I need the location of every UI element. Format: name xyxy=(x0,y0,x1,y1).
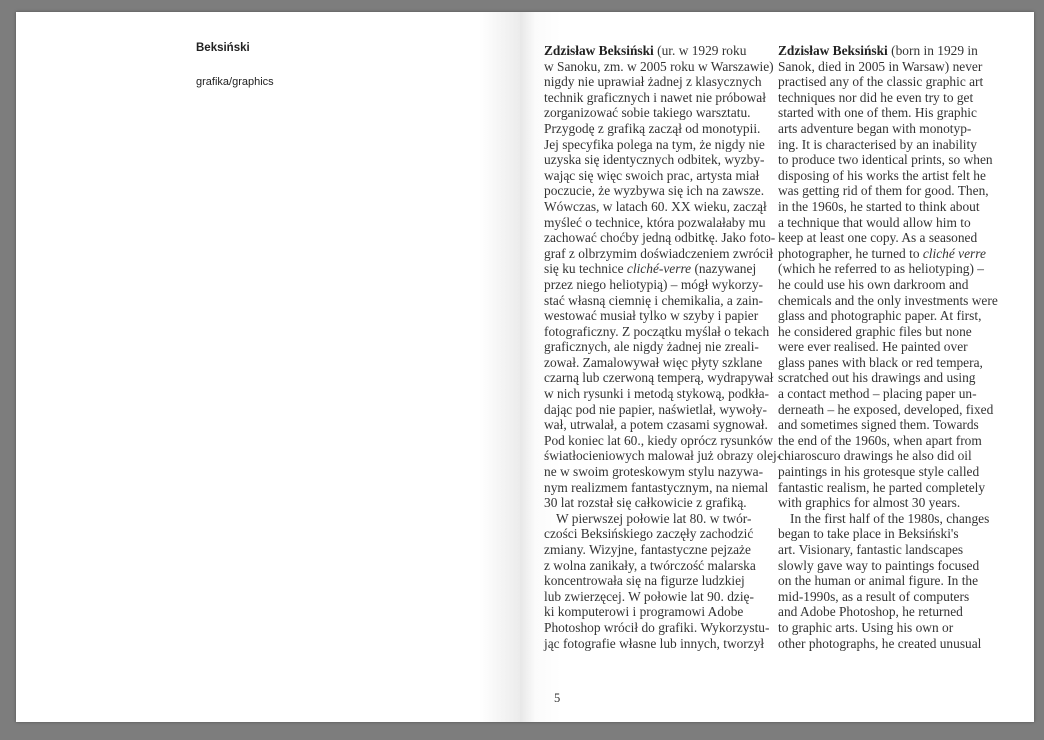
text-line xyxy=(544,604,772,620)
italic-term: cliché-verre xyxy=(626,261,692,277)
text-run: koncentrowała się na figurze ludzkiej xyxy=(544,573,745,589)
text-line xyxy=(778,183,1010,199)
text-run: Przygodę z grafiką zaczął od monotypii. xyxy=(544,120,761,136)
text-line xyxy=(778,558,1010,574)
text-line xyxy=(544,417,772,433)
text-line xyxy=(778,277,1010,293)
text-line xyxy=(778,199,1010,215)
text-run: Photoshop wrócił do grafiki. Wykorzystu- xyxy=(544,619,770,635)
text-line xyxy=(778,215,1010,231)
text-run: 30 lat rozstał się całkowicie z grafiką. xyxy=(544,495,747,511)
text-line xyxy=(778,511,1010,527)
text-line xyxy=(544,168,772,184)
text-line xyxy=(778,293,1010,309)
text-line xyxy=(544,43,772,59)
text-line xyxy=(544,402,772,418)
text-line xyxy=(544,137,772,153)
text-run: disposing of his works the artist felt he xyxy=(778,167,986,183)
italic-term: cliché verre xyxy=(922,245,986,261)
text-line xyxy=(778,604,1010,620)
text-run: paintings in his grotesque style called xyxy=(778,464,980,480)
text-run: mid-1990s, as a result of computers xyxy=(778,588,970,604)
page-number: 5 xyxy=(554,691,561,705)
text-line xyxy=(544,448,782,464)
text-line xyxy=(778,105,1010,121)
text-run: practised any of the classic graphic art xyxy=(778,74,984,90)
text-line xyxy=(778,43,1010,59)
text-run: dając pod nie papier, naświetlał, wywoły- xyxy=(544,401,767,417)
text-run: przez niego heliotypią) – mógł wykorzy- xyxy=(544,276,764,292)
text-run: Pod koniec lat 60., kiedy oprócz rysunków xyxy=(544,432,774,448)
text-line xyxy=(778,464,1010,480)
text-run: arts adventure began with monotyp- xyxy=(778,120,972,136)
text-line xyxy=(778,137,1010,153)
text-run: (which he referred to as heliotyping) – xyxy=(778,261,984,277)
text-line xyxy=(778,59,1010,75)
text-run: Wówczas, w latach 60. XX wieku, zaczął xyxy=(544,198,767,214)
text-line xyxy=(544,511,772,527)
text-line xyxy=(778,402,1010,418)
text-run: nigdy nie uprawiał żadnej z klasycznych xyxy=(544,74,762,90)
text-run: (born in 1929 in xyxy=(887,43,978,58)
text-line xyxy=(778,636,1010,652)
text-run: chemicals and the only investments were xyxy=(778,292,998,308)
text-run: z wolna zanikały, a twórczość malarska xyxy=(544,557,756,573)
text-line xyxy=(778,417,1010,433)
text-line xyxy=(544,230,776,246)
text-run: art. Visionary, fantastic landscapes xyxy=(778,542,964,557)
text-line xyxy=(544,464,772,480)
text-line xyxy=(544,386,772,402)
text-run: westować musiał tylko w szyby i papier xyxy=(544,308,759,324)
text-line xyxy=(544,355,772,371)
polish-text-column xyxy=(544,43,782,651)
text-run: In the first half of the 1980s, changes xyxy=(790,510,990,526)
text-line xyxy=(544,480,772,496)
text-run: światłocieniowych malował już obrazy olej- xyxy=(544,448,782,464)
left-page xyxy=(16,12,520,722)
text-line xyxy=(544,90,772,106)
text-run: poczucie, że wyzbywa się ich na zawsze. xyxy=(544,183,765,199)
text-run: wając się więc swoich prac, artysta miał xyxy=(544,167,760,183)
text-run: ing. It is characterised by an inability xyxy=(778,136,977,152)
text-line xyxy=(778,542,1010,558)
text-run: ne w swoim groteskowym stylu nazywa- xyxy=(544,464,764,480)
text-line xyxy=(544,293,772,309)
text-run: a technique that would allow him to xyxy=(778,214,971,230)
author-name: Zdzisław Beksiński xyxy=(544,43,654,58)
text-line xyxy=(544,183,772,199)
right-page xyxy=(520,12,1034,722)
text-line xyxy=(778,573,1010,589)
text-line xyxy=(778,168,1010,184)
text-run: w nich rysunki i metodą stykową, podkła- xyxy=(544,386,769,402)
text-line xyxy=(544,495,772,511)
author-name: Zdzisław Beksiński xyxy=(778,43,888,58)
text-line xyxy=(544,636,772,652)
page-heading: Beksiński xyxy=(196,42,250,54)
text-run: and sometimes signed them. Towards xyxy=(778,417,979,433)
text-line xyxy=(544,277,772,293)
text-run: were ever realised. He painted over xyxy=(778,339,968,355)
text-run: stać własną ciemnię i chemikalia, a zain- xyxy=(544,292,763,308)
text-line xyxy=(544,105,772,121)
text-line xyxy=(544,433,772,449)
text-run: chiaroscuro drawings he also did oil xyxy=(778,448,972,464)
text-run: w Sanoku, zm. w 2005 roku w Warszawie) xyxy=(544,58,774,74)
text-run: the end of the 1960s, when apart from xyxy=(778,432,982,448)
text-run: graf z olbrzymim doświadczeniem zwrócił xyxy=(544,245,774,261)
text-line xyxy=(778,308,1010,324)
text-line xyxy=(778,121,1010,137)
text-run: myśleć o technice, która pozwalałaby mu xyxy=(544,214,766,230)
text-line xyxy=(544,558,772,574)
text-run: uzyska się identycznych odbitek, wyzby- xyxy=(544,152,765,168)
text-run: czarną lub czerwoną temperą, wydrapywał xyxy=(544,370,774,386)
text-line xyxy=(778,589,1010,605)
text-line xyxy=(778,230,1010,246)
text-line xyxy=(778,495,1010,511)
text-line xyxy=(544,59,772,75)
text-run: he could use his own darkroom and xyxy=(778,276,969,292)
text-line xyxy=(544,573,772,589)
text-line xyxy=(544,215,772,231)
text-run: on the human or animal figure. In the xyxy=(778,573,979,589)
text-line xyxy=(544,74,772,90)
text-line xyxy=(778,152,1010,168)
text-line xyxy=(544,199,772,215)
text-line xyxy=(778,620,1010,636)
text-line xyxy=(544,589,772,605)
text-run: began to take place in Beksiński's xyxy=(778,526,959,542)
text-line xyxy=(778,480,1010,496)
text-line xyxy=(544,542,772,558)
book-spread xyxy=(16,12,1034,722)
text-run: lub zwierzęcej. W połowie lat 90. dzię- xyxy=(544,588,754,604)
text-line xyxy=(778,386,1010,402)
text-run: się ku technice xyxy=(544,261,627,277)
text-run: (ur. w 1929 roku xyxy=(653,43,747,58)
text-run: glass panes with black or red tempera, xyxy=(778,354,983,370)
text-run: derneath – he exposed, developed, fixed xyxy=(778,401,994,417)
text-run: and Adobe Photoshop, he returned xyxy=(778,604,963,620)
text-line xyxy=(544,339,772,355)
text-line xyxy=(544,121,772,137)
text-run: fantastic realism, he parted completely xyxy=(778,479,986,495)
text-run: started with one of them. His graphic xyxy=(778,105,977,121)
text-line xyxy=(544,308,772,324)
text-run: jąc fotografie własne lub innych, tworzył xyxy=(544,635,765,651)
text-run: zorganizować sobie takiego warsztatu. xyxy=(544,105,751,121)
text-line xyxy=(544,324,772,340)
text-run: (nazywanej xyxy=(691,261,757,277)
text-line xyxy=(778,324,1010,340)
text-line xyxy=(778,433,1010,449)
text-run: W pierwszej połowie lat 80. w twór- xyxy=(556,510,752,526)
text-run: zował. Zamalowywał więc płyty szklane xyxy=(544,354,763,370)
text-run: czości Beksińskiego zaczęły zachodzić xyxy=(544,526,754,542)
text-line xyxy=(544,620,772,636)
text-run: zmiany. Wizyjne, fantastyczne pejzaże xyxy=(544,542,751,557)
text-line xyxy=(544,370,772,386)
text-run: a contact method – placing paper un- xyxy=(778,386,977,402)
text-run: other photographs, he created unusual xyxy=(778,635,982,651)
text-run: to produce two identical prints, so when xyxy=(778,152,993,168)
text-line xyxy=(544,261,772,277)
text-line xyxy=(778,339,1010,355)
text-run: glass and photographic paper. At first, xyxy=(778,308,982,324)
text-line xyxy=(778,261,1010,277)
text-line xyxy=(778,90,1010,106)
text-line xyxy=(778,74,1010,90)
text-run: keep at least one copy. As a seasoned xyxy=(778,230,978,246)
text-run: wał, utrwalał, a potem czasami sygnował. xyxy=(544,417,768,433)
text-run: ki komputerowi i programowi Adobe xyxy=(544,604,744,620)
text-run: scratched out his drawings and using xyxy=(778,370,976,386)
text-run: nym realizmem fantastycznym, na niemal xyxy=(544,479,769,495)
text-run: Sanok, died in 2005 in Warsaw) never xyxy=(778,58,983,74)
text-line xyxy=(778,355,1010,371)
text-run: to graphic arts. Using his own or xyxy=(778,619,954,635)
text-run: he considered graphic files but none xyxy=(778,323,972,339)
text-run: techniques nor did he even try to get xyxy=(778,89,974,105)
text-run: in the 1960s, he started to think about xyxy=(778,198,980,214)
text-line xyxy=(778,370,1010,386)
text-run: photographer, he turned to xyxy=(778,245,923,261)
english-text-column xyxy=(778,43,1010,651)
text-run: was getting rid of them for good. Then, xyxy=(778,183,989,199)
text-run: with graphics for almost 30 years. xyxy=(778,495,961,511)
text-run: Jej specyfika polega na tym, że nigdy nie xyxy=(544,136,765,152)
text-run: fotograficzny. Z początku myślał o tekach xyxy=(544,323,770,339)
text-line xyxy=(544,246,772,262)
text-run: slowly gave way to paintings focused xyxy=(778,557,980,573)
text-line xyxy=(544,152,772,168)
text-run: graficznych, ale nigdy żadnej nie zreali- xyxy=(544,339,759,355)
text-run: zachować choćby jedną odbitkę. Jako foto- xyxy=(544,230,776,246)
text-line xyxy=(778,246,1010,262)
page-subheading: grafika/graphics xyxy=(196,76,274,88)
text-line xyxy=(778,526,1010,542)
text-run: technik graficznych i nawet nie próbował xyxy=(544,89,766,105)
text-line xyxy=(778,448,1010,464)
text-line xyxy=(544,526,772,542)
